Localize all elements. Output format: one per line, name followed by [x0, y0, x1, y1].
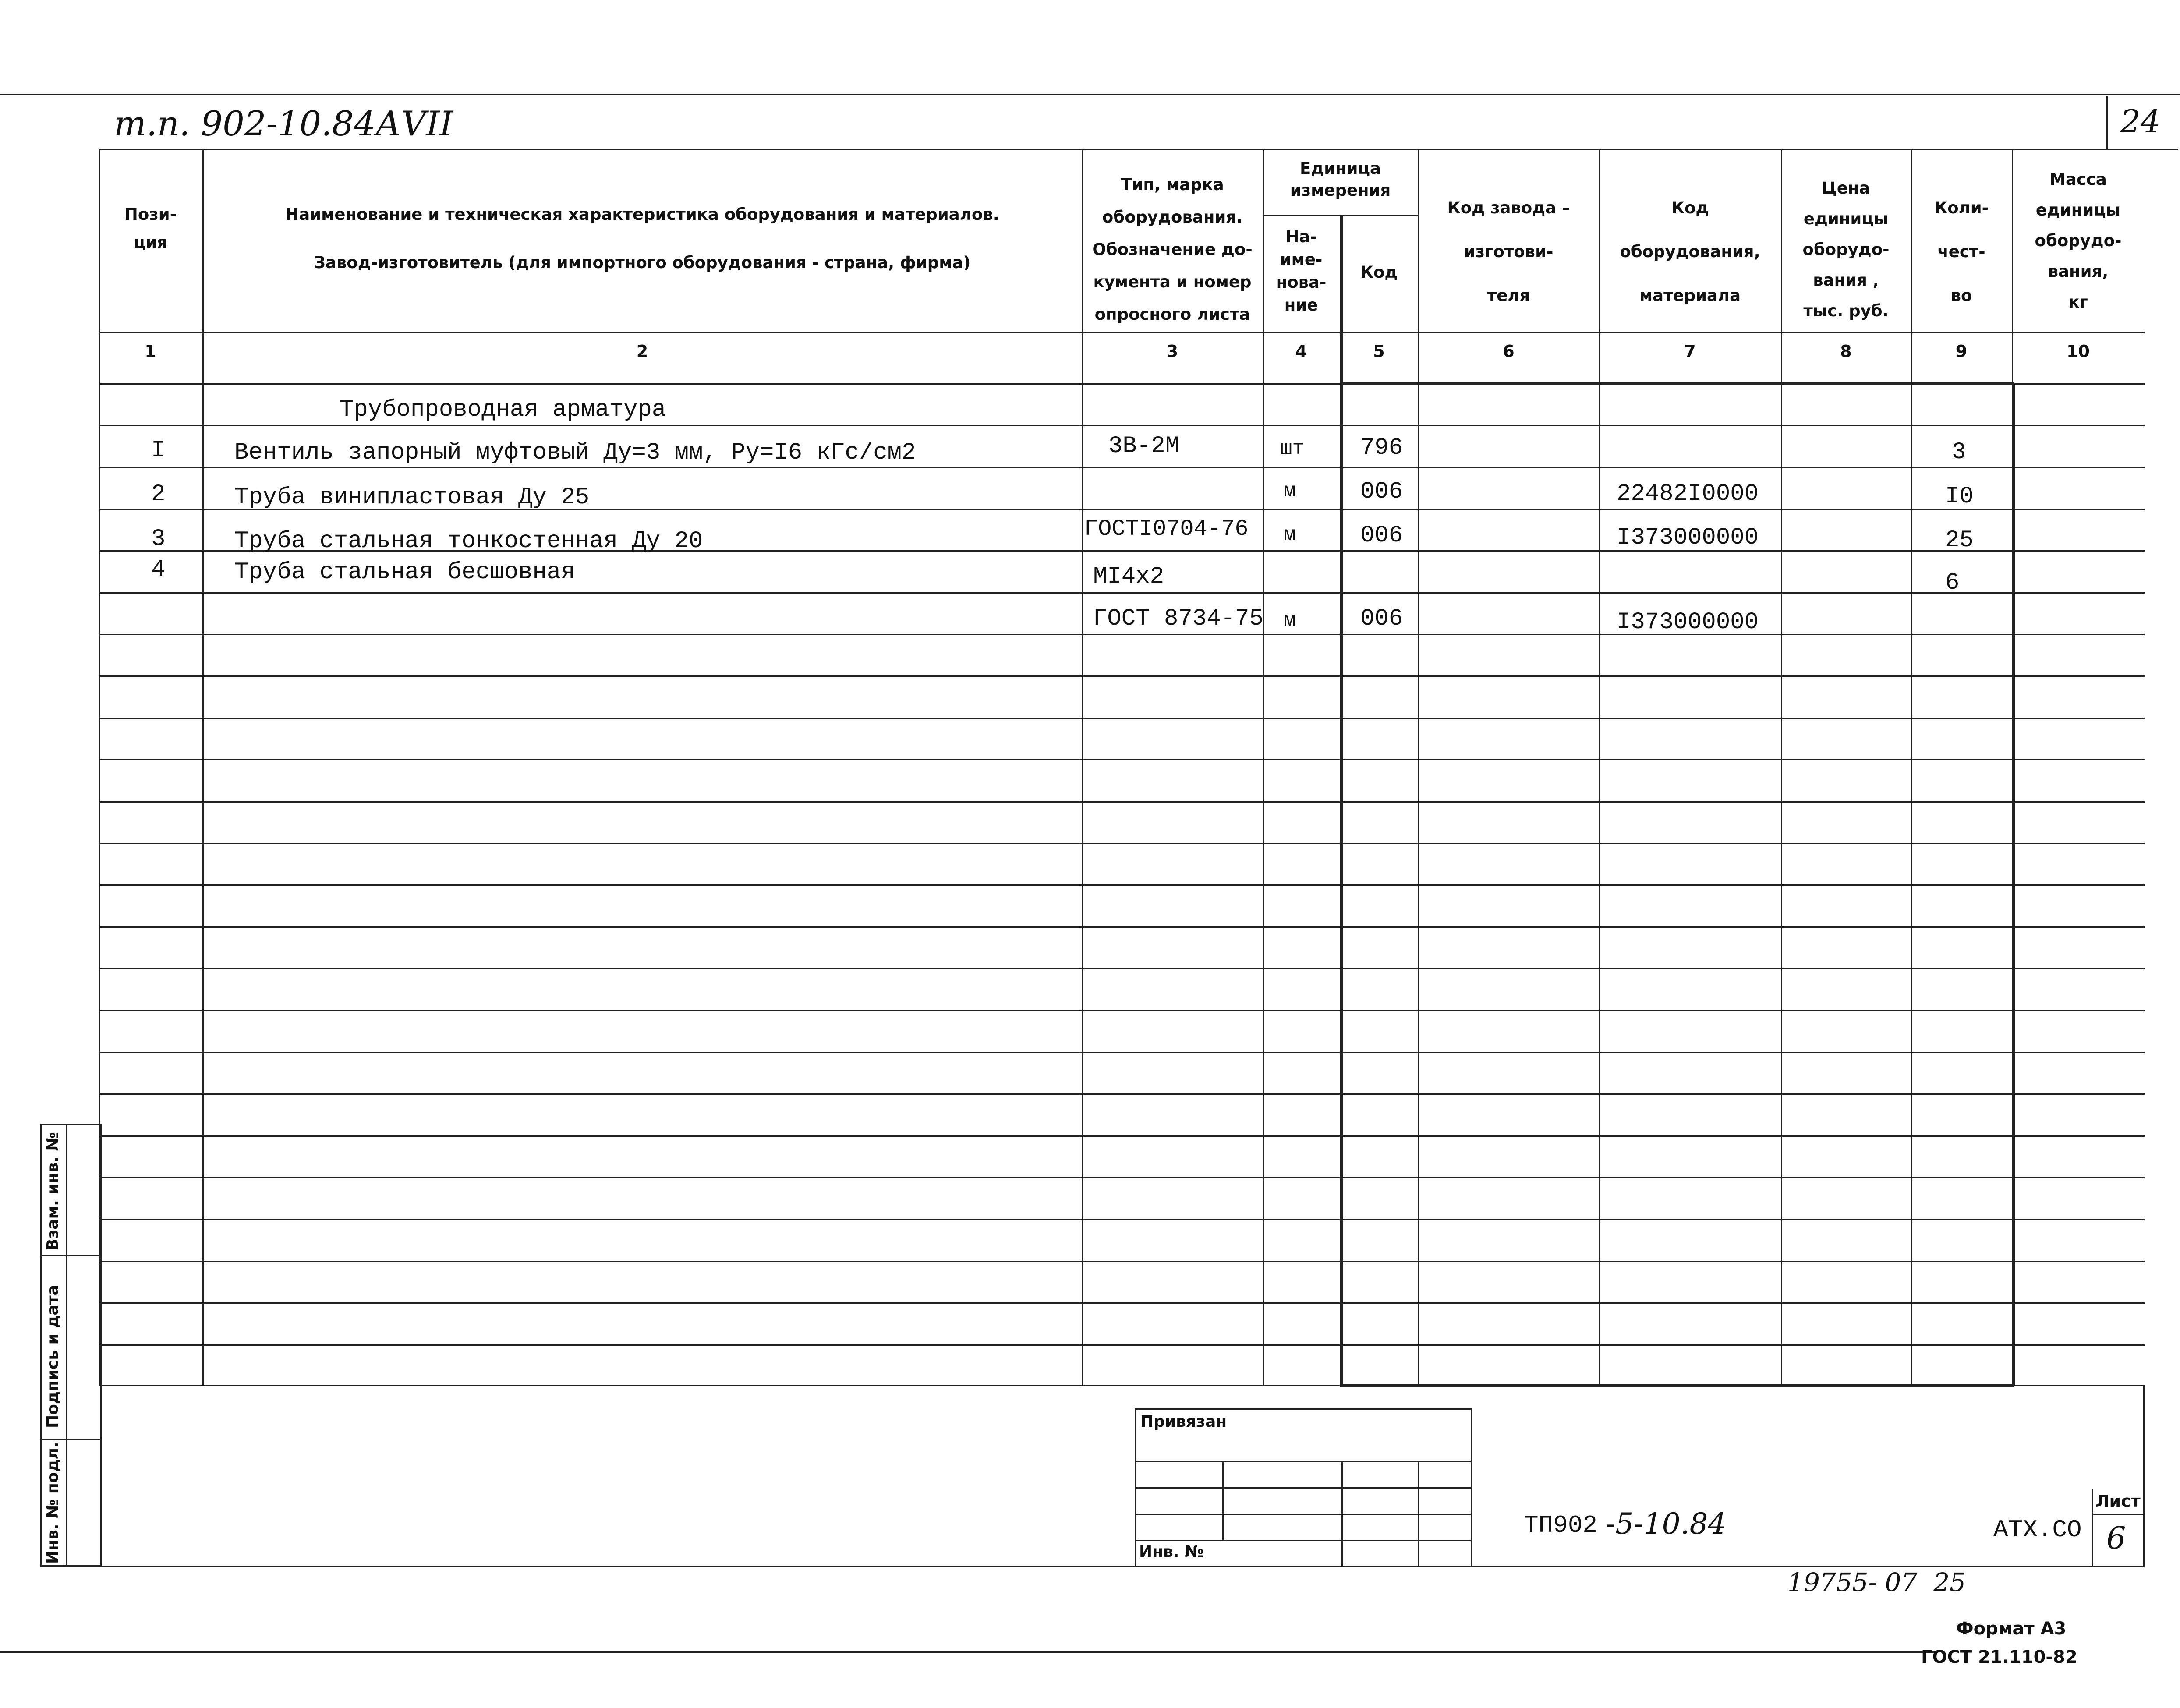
- hdr-col8-l4: вания ,: [1813, 271, 1879, 290]
- colnum-5: 5: [1373, 342, 1385, 361]
- bottom-hand-number: 19755- 07 25: [1787, 1567, 1966, 1597]
- colnum-4: 4: [1295, 342, 1307, 361]
- table-row-line: [99, 1093, 2145, 1095]
- table-row-line: [99, 634, 2145, 635]
- table-row-line: [99, 884, 2145, 886]
- row5-type: ГОСТ 8734-75: [1093, 605, 1263, 632]
- hdr-col3-l5: опросного листа: [1094, 305, 1250, 324]
- inv-no-label: Инв. №: [1139, 1543, 1204, 1561]
- col-line-1: [202, 149, 204, 1386]
- hdr-col8-l1: Цена: [1822, 179, 1870, 198]
- privyazan-vline3: [1418, 1461, 1419, 1566]
- hdr-col3-l3: Обозначение до-: [1092, 240, 1253, 259]
- hdr-col10-l4: вания,: [2048, 262, 2109, 281]
- table-row-line: [99, 1135, 2145, 1137]
- table-row-line: [99, 843, 2145, 844]
- hdr-col10-l5: кг: [2068, 293, 2088, 311]
- colnum-7: 7: [1684, 342, 1696, 361]
- col-line-2: [1082, 149, 1083, 1386]
- row5-unit-code: 006: [1360, 605, 1403, 632]
- colnum-9: 9: [1955, 342, 1968, 361]
- corner-sheet-number: 24: [2120, 103, 2161, 140]
- spec-table-frame: [99, 149, 2145, 1386]
- side-podpis-label: Подпись и дата: [44, 1285, 62, 1428]
- hdr-col9-l2: чест-: [1937, 242, 1985, 261]
- side-stamp-sep1: [40, 1255, 102, 1256]
- hdr-col2-l1: Наименование и техническая характеристика оборудования и материалов.: [285, 205, 999, 224]
- table-row-line: [99, 801, 2145, 803]
- hdr-col10-l3: оборудо-: [2035, 231, 2122, 250]
- hdr-col7: [1599, 186, 1781, 318]
- side-stamp-divider: [66, 1124, 67, 1566]
- privyazan-line1: [1135, 1461, 1472, 1462]
- row2-equip-code: 22482I0000: [1617, 481, 1759, 507]
- col-line-5: [1418, 149, 1419, 1386]
- table-row-line: [99, 592, 2145, 594]
- row3-type: ГОСТI0704-76: [1084, 516, 1249, 542]
- row2-qty: I0: [1945, 483, 1974, 510]
- row3-unit-code: 006: [1360, 522, 1403, 549]
- table-row-line: [99, 1302, 2145, 1304]
- hdr-col8-l5: тыс. руб.: [1803, 301, 1889, 320]
- hdr-col6-l2: изготови-: [1464, 242, 1554, 261]
- row1-qty: 3: [1952, 439, 1966, 466]
- hdr-col10-l1: Масса: [2049, 170, 2107, 189]
- hdr-col7-l3: материала: [1639, 286, 1741, 305]
- sheet-number: 6: [2106, 1520, 2126, 1556]
- privyazan-vline1: [1222, 1461, 1224, 1540]
- table-row-line: [99, 1219, 2145, 1220]
- colnum-2: 2: [636, 342, 648, 361]
- hdr-col8-l3: оборудо-: [1802, 240, 1890, 259]
- row5-unit: м: [1284, 609, 1296, 632]
- thick-bottom-line: [1340, 1384, 2014, 1387]
- hdr-col4-l4: ние: [1284, 296, 1318, 315]
- side-vzam-label: Взам. инв. №: [44, 1132, 62, 1251]
- table-row-line: [99, 1344, 2145, 1346]
- table-row-line: [99, 467, 2145, 468]
- privyazan-line4: [1135, 1540, 1472, 1541]
- privyazan-line2: [1135, 1487, 1472, 1489]
- colnum-10: 10: [2067, 342, 2090, 361]
- col-line-7: [1781, 149, 1782, 1386]
- hdr-unit-l2: измерения: [1290, 181, 1391, 200]
- format-label: Формат А3: [1956, 1619, 2067, 1639]
- privyazan-vline2: [1341, 1461, 1343, 1566]
- hdr-col4-l1: На-: [1285, 227, 1317, 246]
- col-line-3: [1263, 149, 1264, 1386]
- privyazan-line3: [1135, 1514, 1472, 1515]
- table-row-line: [99, 759, 2145, 760]
- hdr-col9: [1911, 186, 2012, 318]
- row2-unit-code: 006: [1360, 478, 1403, 505]
- hdr-col4: [1263, 226, 1340, 317]
- privyazan-label: Привязан: [1140, 1413, 1227, 1431]
- row3-unit: м: [1284, 523, 1296, 546]
- sheet-label-line: [2092, 1514, 2145, 1515]
- top-border-line: [0, 94, 2180, 95]
- hdr-col9-l1: Коли-: [1934, 198, 1989, 217]
- hdr-col4-l2: име-: [1280, 250, 1323, 269]
- row4-qty: 6: [1945, 569, 1960, 596]
- bottom-border-line: [0, 1651, 1936, 1653]
- side-stamp-sep2: [40, 1439, 102, 1440]
- doc-code-top: т.п. 902-10.84АVII: [114, 104, 453, 144]
- hdr-col9-l3: во: [1950, 286, 1972, 305]
- doc-mark: АТХ.СО: [1993, 1516, 2082, 1544]
- colnum-6: 6: [1503, 342, 1515, 361]
- hdr-col6-l1: Код завода –: [1447, 198, 1570, 217]
- row2-unit: м: [1284, 480, 1296, 502]
- row2-name: Труба винипластовая Ду 25: [234, 484, 590, 511]
- row3-qty: 25: [1945, 527, 1974, 554]
- row1-unit: шт: [1280, 437, 1305, 460]
- row1-unit-code: 796: [1360, 435, 1403, 461]
- hdr-col3-l4: кумента и номер: [1093, 272, 1252, 291]
- hdr-col3: [1082, 169, 1263, 331]
- col-line-8: [1911, 149, 1912, 1386]
- side-inv-label: Инв. № подл.: [44, 1442, 62, 1564]
- row5-equip-code: I373000000: [1617, 609, 1759, 636]
- row4-type: МI4х2: [1093, 563, 1164, 590]
- hdr-col7-l1: Код: [1671, 198, 1709, 217]
- row3-equip-code: I373000000: [1617, 524, 1759, 551]
- hdr-col2-l2: Завод-изготовитель (для импортного оборудования - страна, фирма): [314, 253, 971, 272]
- hdr-col10: [2012, 164, 2145, 318]
- hdr-col6: [1418, 186, 1599, 318]
- hdr-col2: [202, 191, 1082, 287]
- table-row-line: [99, 1261, 2145, 1262]
- hdr-col8-l2: единицы: [1803, 209, 1889, 228]
- table-row-line: [99, 718, 2145, 719]
- table-row-line: [99, 1010, 2145, 1011]
- colnum-1: 1: [145, 342, 156, 361]
- hdr-col3-l1: Тип, марка: [1121, 175, 1224, 194]
- hdr-col10-l2: единицы: [2035, 201, 2121, 219]
- col-line-6: [1599, 149, 1600, 1386]
- hdr-unit-group: [1263, 158, 1418, 202]
- row3-name: Труба стальная тонкостенная Ду 20: [234, 528, 703, 555]
- row1-type: 3В-2М: [1108, 433, 1180, 460]
- hdr-col1-l1: Пози-: [124, 205, 177, 224]
- row2-pos: 2: [151, 481, 166, 508]
- table-row-line: [99, 675, 2145, 677]
- colnum-8: 8: [1840, 342, 1852, 361]
- row1-pos: I: [151, 437, 166, 464]
- table-row-line: [99, 1177, 2145, 1178]
- hdr-col3-l2: оборудования.: [1102, 208, 1243, 226]
- sheet-label: Лист: [2095, 1492, 2141, 1511]
- table-row-line: [99, 425, 2145, 426]
- table-row-line: [99, 968, 2145, 969]
- hdr-col7-l2: оборудования,: [1620, 242, 1760, 261]
- thick-top-line: [1340, 382, 2014, 385]
- hdr-col1-l2: ция: [133, 233, 168, 252]
- project-code-printed: ТП902: [1524, 1511, 1598, 1539]
- hdr-unit-l1: Единица: [1300, 159, 1381, 178]
- hdr-col6-l3: теля: [1487, 286, 1530, 305]
- table-row-line: [99, 1052, 2145, 1053]
- hdr-col4-l3: нова-: [1276, 273, 1327, 292]
- row1-name: Вентиль запорный муфтовый Ду=3 мм, Ру=I6 кГс/см2: [234, 439, 916, 466]
- row4-pos: 4: [151, 556, 166, 583]
- row3-pos: 3: [151, 526, 166, 552]
- row4-name: Труба стальная бесшовная: [234, 559, 575, 586]
- col-line-4: [1340, 215, 1343, 1386]
- table-row-line: [99, 926, 2145, 928]
- header-bottom-line: [99, 332, 2145, 333]
- project-code-hand: -5-10.84: [1606, 1507, 1727, 1541]
- hdr-col1: [99, 201, 202, 257]
- colnum-3: 3: [1166, 342, 1178, 361]
- hdr-col8: [1781, 173, 1911, 326]
- gost-label: ГОСТ 21.110-82: [1921, 1647, 2077, 1667]
- section-title: Трубопроводная арматура: [340, 396, 666, 423]
- hdr-col5: Код: [1360, 263, 1398, 282]
